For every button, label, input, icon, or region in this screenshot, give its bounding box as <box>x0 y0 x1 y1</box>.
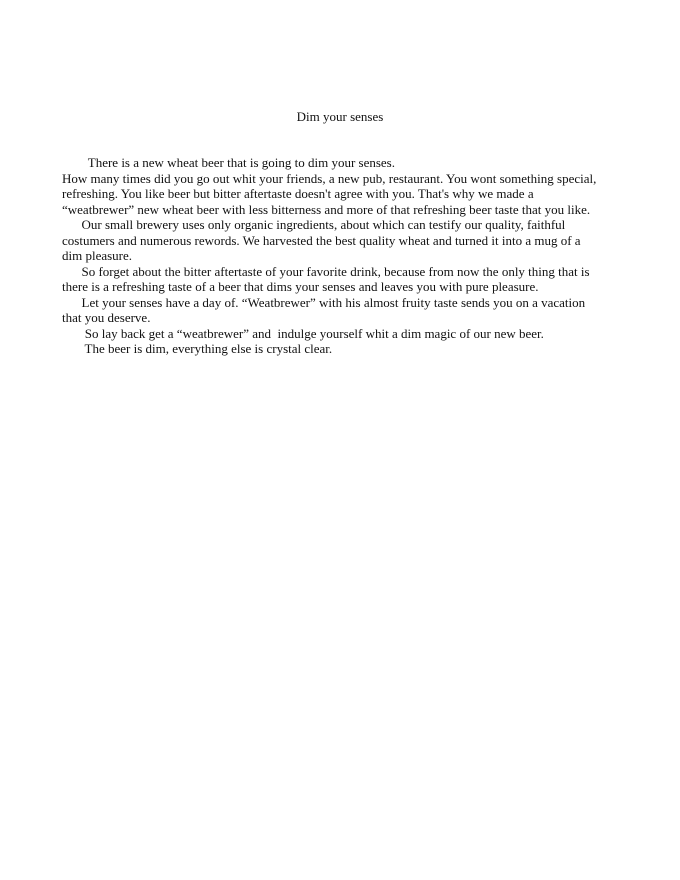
document-title: Dim your senses <box>296 109 384 124</box>
body-line: costumers and numerous rewords. We harvested the best quality wheat and turned it into a mug of a <box>62 232 581 248</box>
body-line: that you deserve. <box>62 310 151 325</box>
body-line: So forget about the bitter aftertaste of your favorite drink, because from now the only thing that is <box>62 263 590 279</box>
body-line: there is a refreshing taste of a beer that dims your senses and leaves you with pure pleasure. <box>62 279 539 294</box>
body-line: The beer is dim, everything else is crystal clear. <box>62 341 333 356</box>
body-line: refreshing. You like beer but bitter aftertaste doesn't agree with you. That's why we made a <box>62 186 534 201</box>
body-line: Let your senses have a day of. “Weatbrewer” with his almost fruity taste sends you on a vacation <box>62 294 586 310</box>
document-body <box>62 155 622 357</box>
body-line: Our small brewery uses only organic ingredients, about which can testify our quality, faithful <box>62 217 566 232</box>
body-line: So lay back get a “weatbrewer” and indulge yourself whit a dim magic of our new beer. <box>62 325 544 341</box>
body-line: “weatbrewer” new wheat beer with less bitterness and more of that refreshing beer taste that you like. <box>62 201 591 217</box>
body-line: dim pleasure. <box>62 248 133 263</box>
body-line: There is a new wheat beer that is going to dim your senses. <box>62 155 395 170</box>
body-line: How many times did you go out whit your friends, a new pub, restaurant. You wont something special, <box>62 170 597 186</box>
